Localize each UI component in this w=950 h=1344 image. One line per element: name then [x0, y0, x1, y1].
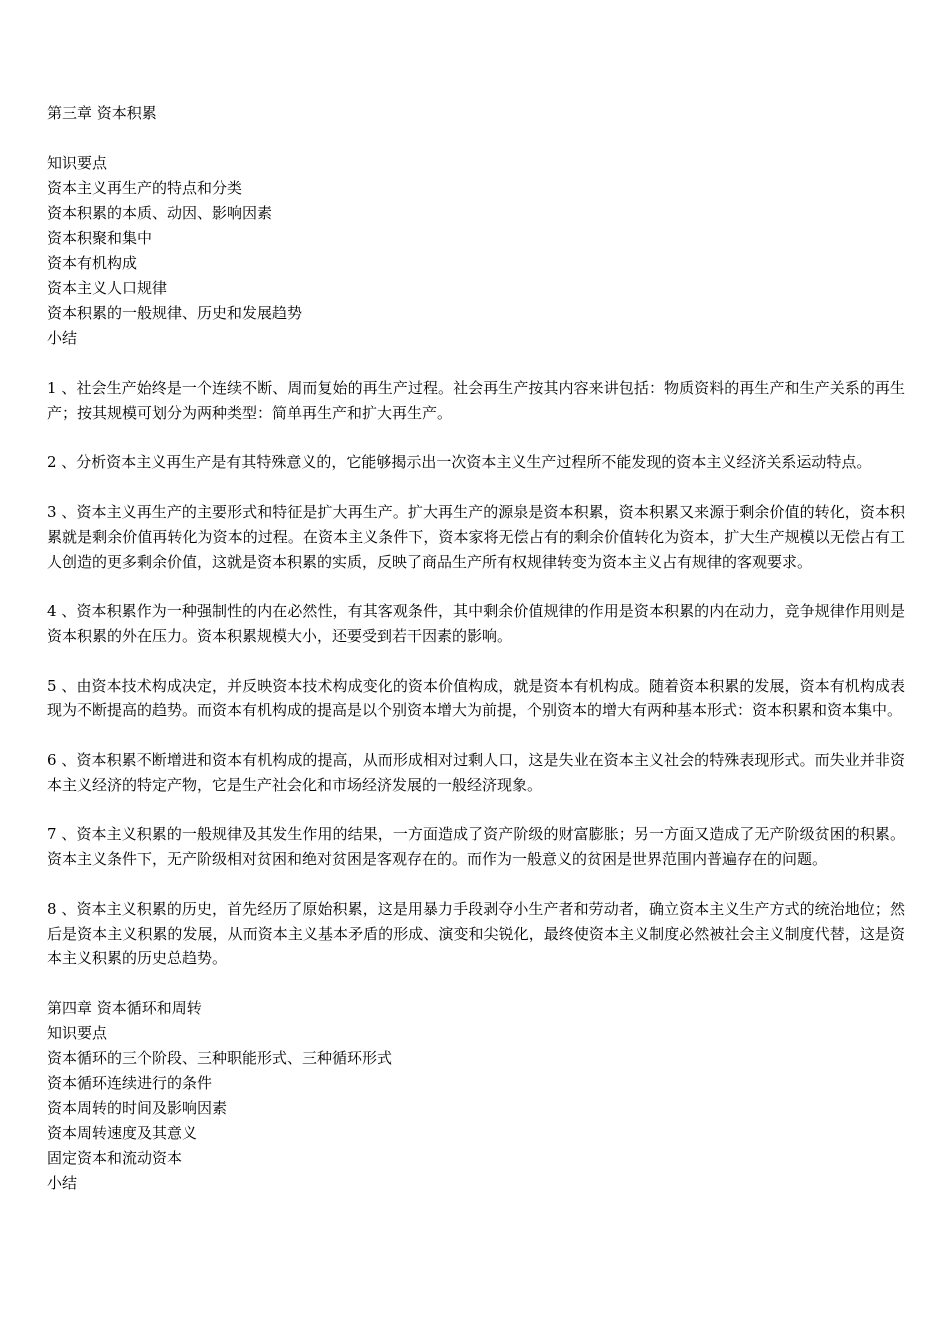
chapter-4-key-point: 资本循环连续进行的条件 — [47, 1073, 213, 1092]
document-page — [47, 101, 905, 1196]
summary-paragraph-6: 6 、资本积累不断增进和资本有机构成的提高，从而形成相对过剩人口，这是失业在资本主义社会的特殊表现形式。而失业并非资本主义经济的特定产物，它是生产社会化和市场经济发展的一般经济现象。 — [47, 750, 905, 794]
summary-paragraph-4: 4 、资本积累作为一种强制性的内在必然性，有其客观条件，其中剩余价值规律的作用是资本积累的内在动力，竞争规律作用则是资本积累的外在压力。资本积累规模大小，还要受到若干因素的影响。 — [47, 602, 905, 645]
summary-paragraph-2: 2 、分析资本主义再生产是有其特殊意义的，它能够揭示出一次资本主义生产过程所不能发现的资本主义经济关系运动特点。 — [47, 453, 872, 472]
chapter-3-key-point: 资本主义人口规律 — [47, 279, 168, 297]
summary-paragraph-8: 8 、资本主义积累的历史，首先经历了原始积累，这是用暴力手段剥夺小生产者和劳动者，确立资本主义生产方式的统治地位；然后是资本主义积累的发展，从而资本主义基本矛盾的形成、演变和尖锐化，最终使资本主义制度必然被社会主义制度代替，这是资本主义积累的历史总趋势。 — [47, 899, 905, 968]
chapter-3-title: 第三章 资本积累 — [47, 104, 157, 122]
summary-paragraph-5: 5 、由资本技术构成决定，并反映资本技术构成变化的资本价值构成，就是资本有机构成。随着资本积累的发展，资本有机构成表现为不断提高的趋势。而资本有机构成的提高是以个别资本增大为前提，个别资本的增大有两种基本形式：资本积累和资本集中。 — [47, 676, 905, 720]
chapter-3-key-point: 资本积累的一般规律、历史和发展趋势 — [47, 304, 303, 322]
chapter-3-key-point: 资本积累的本质、动因、影响因素 — [47, 204, 273, 222]
summary-paragraph-3: 3 、资本主义再生产的主要形式和特征是扩大再生产。扩大再生产的源泉是资本积累，资本积累又来源于剩余价值的转化，资本积累就是剩余价值再转化为资本的过程。在资本主义条件下，资本家将无偿占有的剩余价值转化为资本，扩大生产规模以无偿占有工人创造的更多剩余价值，这就是资本积累的实质，反映了商品生产所有权规律转变为资本主义占有规律的客观要求。 — [47, 502, 905, 571]
chapter-4-summary-label: 小结 — [47, 1173, 78, 1192]
chapter-4-key-point: 固定资本和流动资本 — [47, 1148, 183, 1167]
chapter-3-key-point: 资本主义再生产的特点和分类 — [47, 179, 243, 197]
spacer — [47, 971, 905, 996]
summary-paragraph-7: 7 、资本主义积累的一般规律及其发生作用的结果，一方面造成了资产阶级的财富膨胀；另一方面又造成了无产阶级贫困的积累。资本主义条件下，无产阶级相对贫困和绝对贫困是客观存在的。而作为一般意义的贫困是世界范围内普遍存在的问题。 — [47, 825, 905, 869]
chapter-3-key-point: 资本有机构成 — [47, 254, 138, 272]
spacer — [47, 798, 905, 823]
chapter-4-key-point: 资本循环的三个阶段、三种职能形式、三种循环形式 — [47, 1048, 393, 1067]
chapter-4-key-point: 资本周转的时间及影响因素 — [47, 1098, 228, 1117]
chapter-3-key-points-label: 知识要点 — [47, 154, 108, 172]
spacer — [47, 649, 905, 674]
chapter-4-key-points-label: 知识要点 — [47, 1023, 108, 1042]
chapter-4-title: 第四章 资本循环和周转 — [47, 998, 202, 1017]
chapter-3-key-point: 资本积聚和集中 — [47, 229, 153, 247]
spacer — [47, 351, 905, 376]
spacer — [47, 126, 905, 151]
spacer — [47, 872, 905, 897]
spacer — [47, 426, 905, 451]
spacer — [47, 723, 905, 748]
chapter-3-summary-label: 小结 — [47, 329, 78, 347]
spacer — [47, 475, 905, 500]
chapter-4-key-point: 资本周转速度及其意义 — [47, 1123, 198, 1142]
summary-paragraph-1: 1 、社会生产始终是一个连续不断、周而复始的再生产过程。社会再生产按其内容来讲包括：物质资料的再生产和生产关系的再生产；按其规模可划分为两种类型：简单再生产和扩大再生产。 — [47, 379, 905, 422]
spacer — [47, 574, 905, 599]
